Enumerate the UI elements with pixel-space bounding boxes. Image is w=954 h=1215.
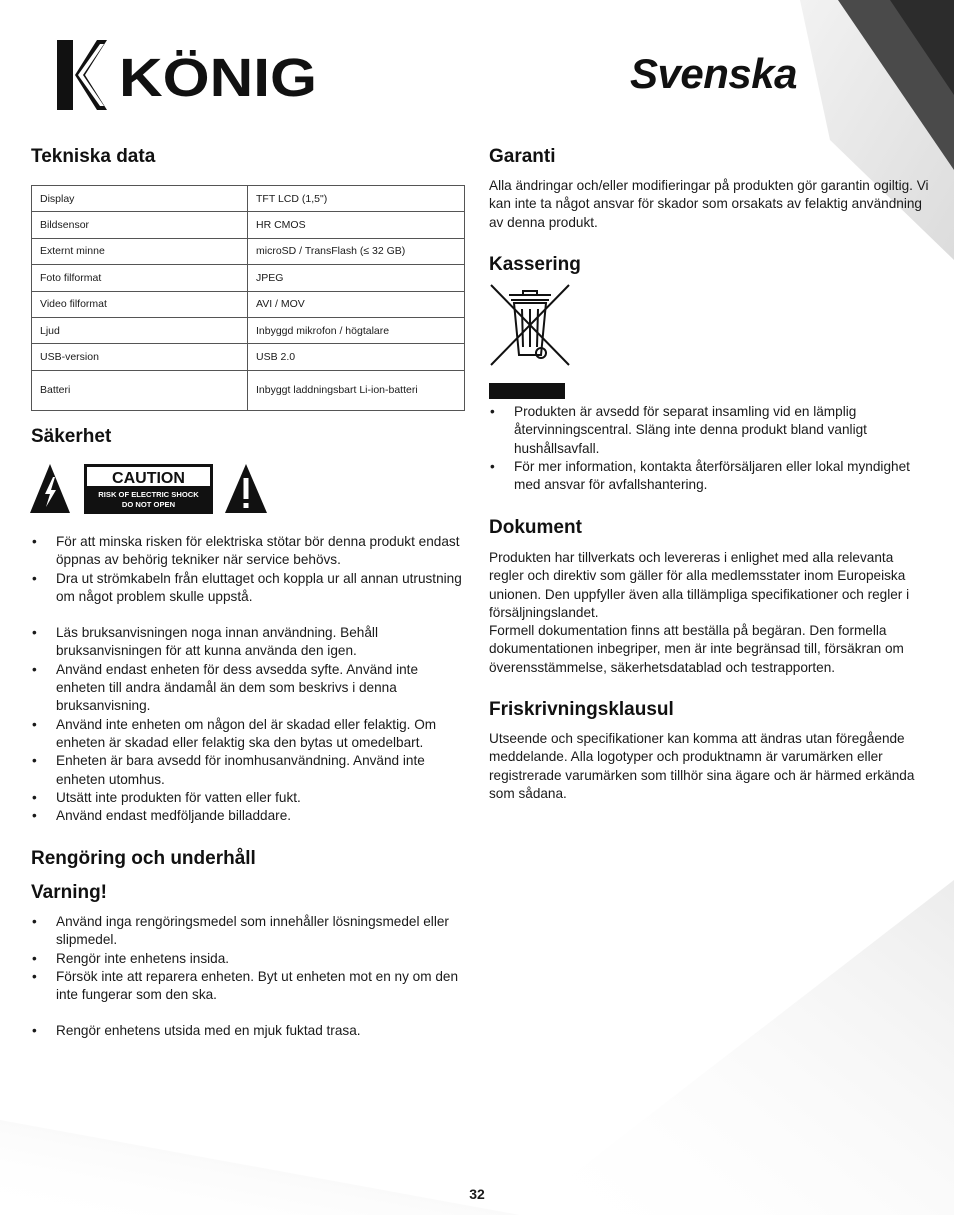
list-item: • Utsätt inte produkten för vatten eller fukt. xyxy=(31,789,464,807)
cleaning-title: Rengöring och underhåll xyxy=(31,848,256,869)
spec-key: Display xyxy=(32,186,248,212)
warning-title: Varning! xyxy=(31,882,108,903)
caution-line1: RISK OF ELECTRIC SHOCK xyxy=(98,490,199,499)
spec-key: Video filformat xyxy=(32,291,248,317)
list-item: • Enheten är bara avsedd för inomhusanvändning. Använd inte enheten utomhus. xyxy=(31,752,464,789)
list-item: • Rengör inte enhetens insida. xyxy=(31,950,464,968)
table-row xyxy=(32,238,465,264)
list-item: • Dra ut strömkabeln från eluttaget och koppla ur all annan utrustning om något problem skulle uppstå. xyxy=(31,570,464,607)
garanti-title: Garanti xyxy=(489,146,556,167)
kassering-title: Kassering xyxy=(489,254,581,275)
dokument-text-1: Produkten har tillverkats och levereras i enlighet med alla relevanta regler och direktiv som gäller för alla medlemsstater inom Europeiska unionen. Den uppfyller även alla tillämpliga specifikationer och regler i försäljningslandet. xyxy=(489,550,910,620)
page-number: 32 xyxy=(469,1186,485,1202)
language-title: Svenska xyxy=(630,50,797,97)
safety-title: Säkerhet xyxy=(31,426,112,447)
table-row xyxy=(32,317,465,343)
list-item: • Använd inga rengöringsmedel som innehåller lösningsmedel eller slipmedel. xyxy=(31,913,464,950)
weee-bin-icon xyxy=(489,283,571,400)
table-row xyxy=(32,370,465,410)
spec-value: Inbyggd mikrofon / högtalare xyxy=(248,317,465,343)
spec-table xyxy=(31,185,465,411)
garanti-text: Alla ändringar och/eller modifieringar på produkten gör garantin ogiltig. Vi kan inte ta något ansvar för skador som orsakats av felaktig användning av denna produkt. xyxy=(489,178,929,230)
list-item: • Produkten är avsedd för separat insamling vid en lämplig återvinningscentral. Släng inte denna produkt bland vanligt hushållsavfall. xyxy=(489,403,929,458)
table-row xyxy=(32,212,465,238)
list-item: • Använd inte enheten om någon del är skadad eller felaktig. Om enheten är skadad eller felaktig ska den bytas ut omedelbart. xyxy=(31,716,464,753)
list-item: • Läs bruksanvisningen noga innan användning. Behåll bruksanvisningen för att kunna använda den igen. xyxy=(31,624,464,661)
list-item: • För mer information, kontakta återförsäljaren eller lokal myndighet med ansvar för avfallshantering. xyxy=(489,458,929,495)
spec-key: USB-version xyxy=(32,344,248,370)
caution-line2: DO NOT OPEN xyxy=(121,500,176,509)
kassering-list xyxy=(489,403,929,494)
logo-wordmark: KÖNIG xyxy=(119,48,317,108)
spec-key: Foto filformat xyxy=(32,265,248,291)
friskrivning-text: Utseende och specifikationer kan komma att ändras utan föregående meddelande. Alla logotyper och produktnamn är varumärken eller registrerade varumärken som tillhör sina ägare och är härmed erkända som sådana. xyxy=(489,731,915,801)
table-row xyxy=(32,344,465,370)
spec-value: TFT LCD (1,5") xyxy=(248,186,465,212)
spec-value: Inbyggt laddningsbart Li-ion-batteri xyxy=(248,370,465,410)
warning-list xyxy=(31,913,464,1041)
spec-value: USB 2.0 xyxy=(248,344,465,370)
friskrivning-title: Friskrivningsklausul xyxy=(489,699,674,720)
spec-value: HR CMOS xyxy=(248,212,465,238)
tech-title: Tekniska data xyxy=(31,146,156,167)
spec-value: AVI / MOV xyxy=(248,291,465,317)
dokument-text-2: Formell dokumentation finns att beställa på begäran. Den formella dokumentationen inbegriper, men är inte begränsad till, försäkran om överensstämmelse, säkerhetsdatablad och testrapporten. xyxy=(489,623,904,675)
list-item: • För att minska risken för elektriska stötar bör denna produkt endast öppnas av behörig tekniker när service behövs. xyxy=(31,533,464,570)
list-item: • Använd endast enheten för dess avsedda syfte. Använd inte enheten till andra ändamål än dem som beskrivs i denna bruksanvisning. xyxy=(31,661,464,716)
spec-key: Batteri xyxy=(32,370,248,410)
table-row xyxy=(32,265,465,291)
list-item: • Använd endast medföljande billaddare. xyxy=(31,807,464,825)
bottom-shape-right xyxy=(520,880,954,1215)
spec-key: Ljud xyxy=(32,317,248,343)
spec-key: Bildsensor xyxy=(32,212,248,238)
table-row xyxy=(32,291,465,317)
list-item: • Försök inte att reparera enheten. Byt ut enheten mot en ny om den inte fungerar som den ska. xyxy=(31,968,464,1005)
spec-value: microSD / TransFlash (≤ 32 GB) xyxy=(248,238,465,264)
konig-logo xyxy=(57,40,319,110)
table-row xyxy=(32,186,465,212)
list-item: • Rengör enhetens utsida med en mjuk fuktad trasa. xyxy=(31,1022,464,1040)
caution-title: CAUTION xyxy=(112,470,185,487)
spec-key: Externt minne xyxy=(32,238,248,264)
caution-label xyxy=(30,463,268,515)
safety-list xyxy=(31,533,464,825)
spec-value: JPEG xyxy=(248,265,465,291)
dokument-title: Dokument xyxy=(489,517,582,538)
